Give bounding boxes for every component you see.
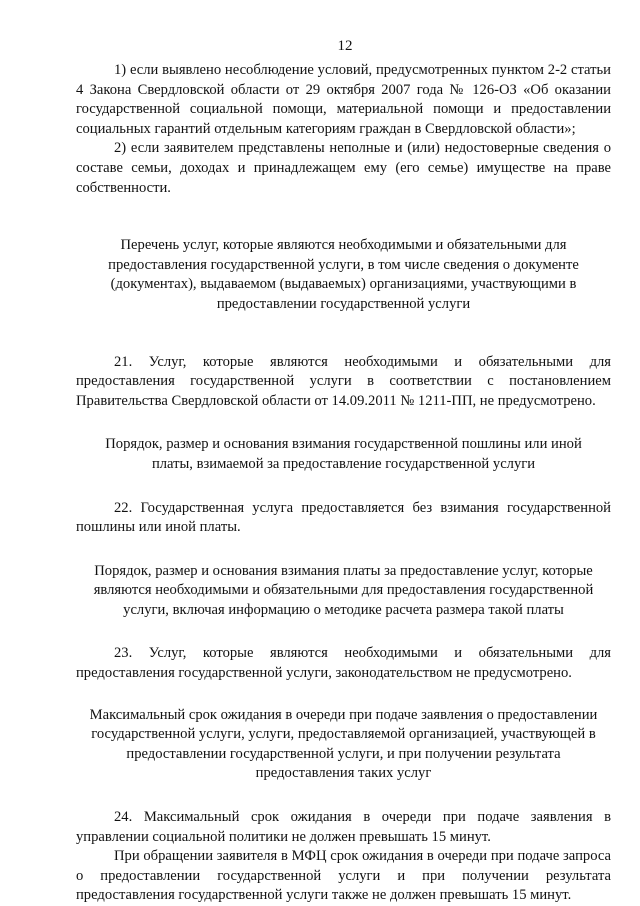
list-item-1: 1) если выявлено несоблюдение условий, предусмотренных пунктом 2-2 статьи 4 Закона Свердловской области от 29 октября 2007 года № 126-ОЗ «Об оказании государственной социальной помощи, материальной помощи и предоставлении социальных гарантий отдельным категориям граждан в Свердловской области»; <box>76 62 611 137</box>
spacer <box>76 198 611 236</box>
paragraph-21: 21. Услуг, которые являются необходимыми и обязательными для предоставления государственной услуги в соответствии с постановлением Правительства Свердловской области от 14.09.2011 № 1211-ПП, не предусмотрено. <box>76 353 611 409</box>
section-heading-services-list: Перечень услуг, которые являются необходимыми и обязательными для предоставления государственной услуги, в том числе сведения о документе (документах), выдаваемом (выдаваемых) организациями, участвующими в предоставлении государственной услуги <box>108 237 579 312</box>
section-heading-state-duty: Порядок, размер и основания взимания государственной пошлины или иной платы, взимаемой за предоставление государственной услуги <box>105 436 582 472</box>
spacer <box>76 475 611 499</box>
spacer <box>76 538 611 562</box>
paragraph-24: 24. Максимальный срок ожидания в очереди при подаче заявления в управлении социальной политики не должен превышать 15 минут. <box>76 809 611 845</box>
spacer <box>76 784 611 808</box>
page-number: 12 <box>337 38 353 54</box>
section-heading-fee-order: Порядок, размер и основания взимания платы за предоставление услуг, которые являются необходимыми и обязательными для предоставления государственной услуги, включая информацию о методике расчета размера такой платы <box>93 562 594 618</box>
section-heading-waiting-time: Максимальный срок ожидания в очереди при подаче заявления о предоставлении государственной услуги, услуги, предоставляемой организацией, участвующей в предоставлении государственной услуги, и при получении результата предоставления таких услуг <box>89 706 598 782</box>
paragraph-22: 22. Государственная услуга предоставляется без взимания государственной пошлины или иной платы. <box>76 499 611 536</box>
spacer <box>76 684 611 706</box>
paragraph-24-mfc: При обращении заявителя в МФЦ срок ожидания в очереди при подаче запроса о предоставлении государственной услуги и при получении результата предоставления государственной услуги также не должен превышать 15 минут. <box>76 848 611 904</box>
spacer <box>76 620 611 644</box>
list-item-2: 2) если заявителем представлены неполные и (или) недостоверные сведения о составе семьи, доходах и принадлежащем ему (его семье) имуществе на праве собственности. <box>76 140 611 196</box>
spacer <box>76 315 611 353</box>
document-body <box>76 61 611 906</box>
spacer <box>76 411 611 435</box>
paragraph-23: 23. Услуг, которые являются необходимыми и обязательными для предоставления государственной услуги, законодательством не предусмотрено. <box>76 645 611 682</box>
